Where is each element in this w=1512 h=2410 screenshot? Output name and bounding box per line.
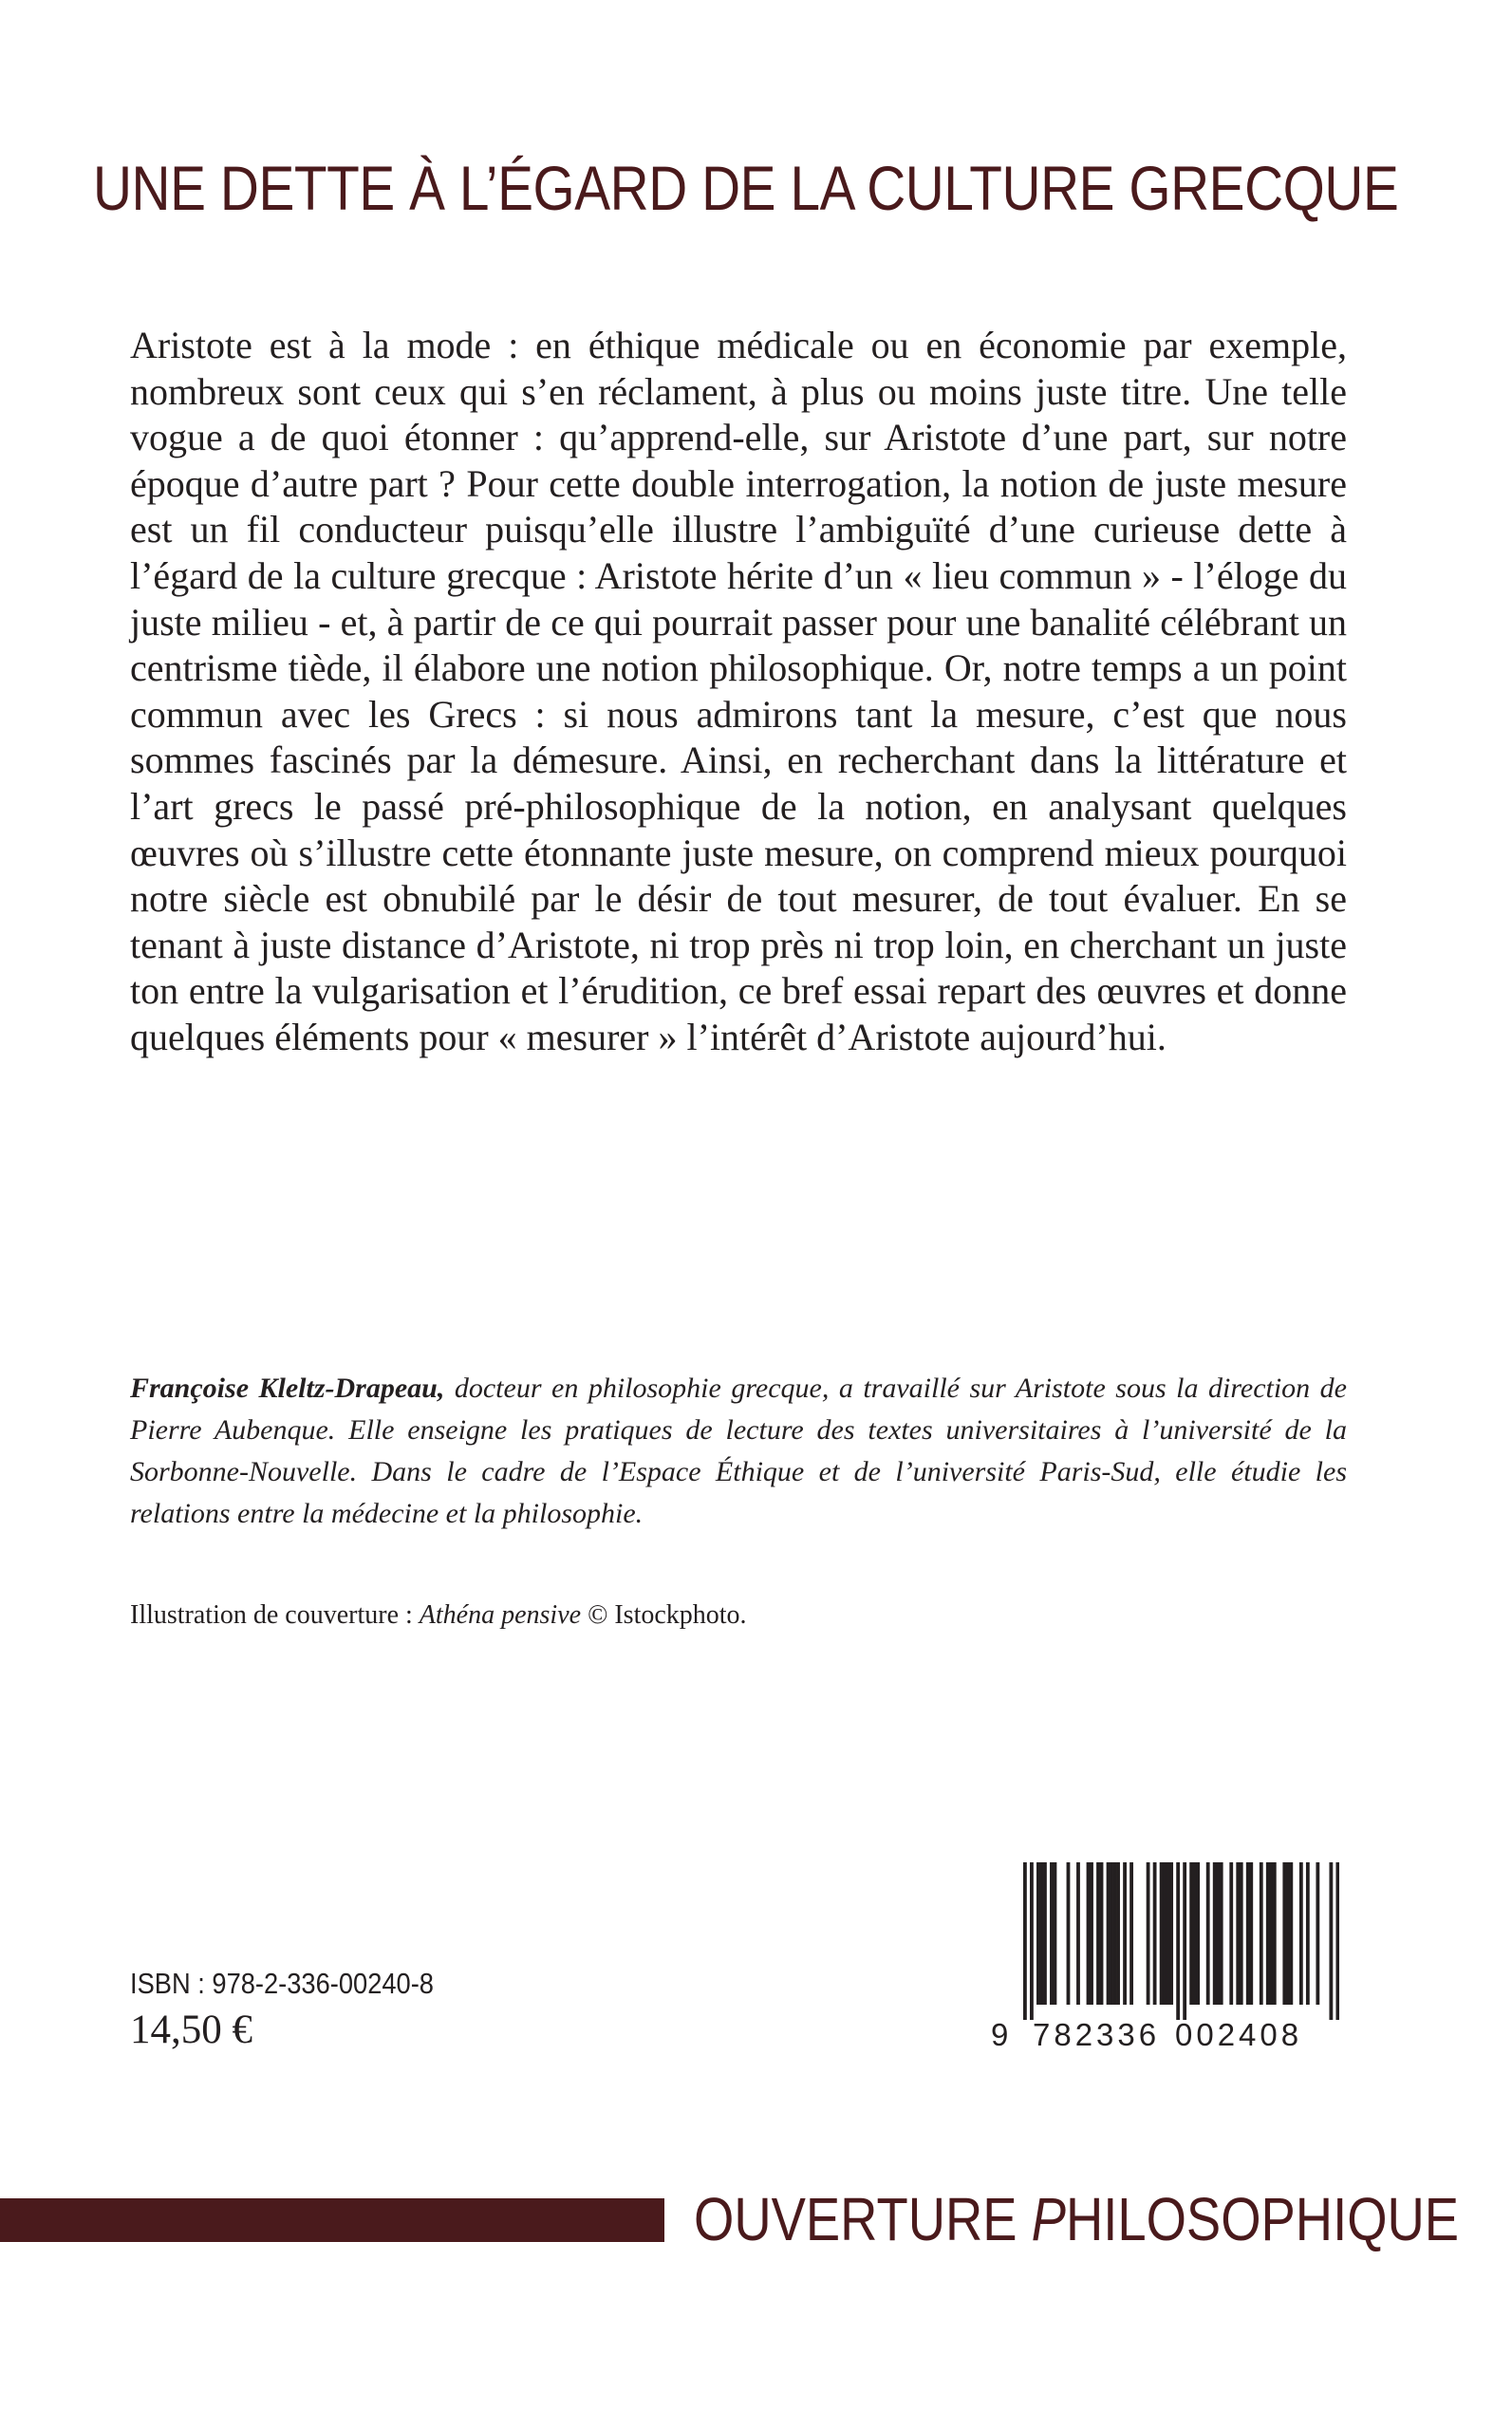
barcode-bar bbox=[1229, 1862, 1233, 2005]
barcode-bar bbox=[1040, 1862, 1044, 2005]
barcode-bar bbox=[1054, 1862, 1057, 2005]
barcode-bar bbox=[1335, 1862, 1339, 2020]
barcode-bar bbox=[1266, 1862, 1270, 2005]
barcode-bar bbox=[1169, 1862, 1173, 2005]
barcode-first-digit: 9 bbox=[991, 2017, 1011, 2052]
barcode-bar bbox=[1183, 1862, 1186, 2020]
cover-title: UNE DETTE À L’ÉGARD DE LA CULTURE GRECQUE bbox=[93, 153, 1399, 223]
barcode-bar bbox=[1282, 1862, 1286, 2005]
barcode-bar bbox=[1067, 1862, 1071, 2005]
barcode-bar bbox=[1269, 1862, 1273, 2005]
barcode-bar bbox=[1036, 1862, 1040, 2005]
credit-label: Illustration de couverture : bbox=[130, 1600, 420, 1630]
barcode-bar bbox=[1329, 1862, 1333, 2020]
barcode-bar bbox=[1206, 1862, 1210, 2005]
barcode-bar bbox=[1299, 1862, 1303, 2005]
barcode-bars-icon bbox=[1023, 1862, 1339, 2020]
barcode-bar bbox=[1193, 1862, 1197, 2005]
barcode-bar bbox=[1043, 1862, 1047, 2005]
credit-work: Athéna pensive bbox=[419, 1600, 582, 1630]
barcode-bar bbox=[1167, 1862, 1170, 2005]
series-name-part1: OUVERTURE bbox=[694, 2185, 1032, 2253]
barcode-bar bbox=[1240, 1862, 1243, 2005]
author-name: Françoise Kleltz-Drapeau, bbox=[130, 1373, 445, 1404]
barcode-bar bbox=[1123, 1862, 1127, 2005]
series-name-part2: HILOSOPHIQUE bbox=[1065, 2185, 1460, 2253]
barcode-bar bbox=[1216, 1862, 1220, 2005]
barcode-bar bbox=[1110, 1862, 1113, 2005]
barcode-bar bbox=[1100, 1862, 1104, 2005]
isbn-number: ISBN : 978-2-336-00240-8 bbox=[130, 1967, 434, 2000]
barcode-bar bbox=[1153, 1862, 1157, 2005]
barcode-bar bbox=[1273, 1862, 1277, 2005]
barcode-bar bbox=[1213, 1862, 1217, 2005]
barcode-bar bbox=[1176, 1862, 1180, 2020]
barcode-left-group: 782336 bbox=[1033, 2017, 1161, 2052]
series-name bbox=[694, 2183, 1459, 2255]
barcode-bar bbox=[1236, 1862, 1240, 2005]
barcode-bar bbox=[1147, 1862, 1150, 2005]
barcode bbox=[978, 1862, 1346, 2054]
barcode-bar bbox=[1129, 1862, 1133, 2005]
barcode-bar bbox=[1196, 1862, 1200, 2005]
barcode-bar bbox=[1116, 1862, 1120, 2005]
barcode-bar bbox=[1076, 1862, 1080, 2005]
barcode-bar bbox=[1087, 1862, 1091, 2005]
barcode-bar bbox=[1220, 1862, 1223, 2005]
barcode-bar bbox=[1246, 1862, 1250, 2005]
barcode-bar bbox=[1249, 1862, 1253, 2005]
barcode-bar bbox=[1286, 1862, 1290, 2005]
barcode-bar bbox=[1316, 1862, 1319, 2005]
barcode-bar bbox=[1107, 1862, 1111, 2005]
author-bio-text: docteur en philosophie grecque, a travaillé sur Aristote sous la direction de Pierre Aubenque. Elle enseigne les pratiques de lecture des textes universitaires à l’université de la Sorbonne-Nouvelle. Dans le cadre de l’Espace Éthique et de l’université Paris-Sud, elle étudie les relations entre la médecine et la philosophie. bbox=[130, 1373, 1347, 1529]
barcode-bar bbox=[1260, 1862, 1263, 2005]
barcode-bar bbox=[1096, 1862, 1100, 2005]
barcode-bar bbox=[1023, 1862, 1027, 2020]
barcode-bar bbox=[1160, 1862, 1164, 2005]
credit-rights: © Istockphoto. bbox=[581, 1600, 747, 1630]
barcode-right-group: 002408 bbox=[1175, 2017, 1303, 2052]
barcode-bar bbox=[1163, 1862, 1167, 2005]
barcode-bar bbox=[1030, 1862, 1034, 2020]
price: 14,50 € bbox=[130, 2008, 252, 2052]
barcode-bar bbox=[1289, 1862, 1293, 2005]
illustration-credit bbox=[130, 1598, 747, 1633]
barcode-bar bbox=[1113, 1862, 1117, 2005]
series-name-p: P bbox=[1031, 2185, 1066, 2253]
barcode-bar bbox=[1050, 1862, 1054, 2005]
barcode-bar bbox=[1306, 1862, 1310, 2005]
author-bio bbox=[130, 1368, 1347, 1535]
barcode-bar bbox=[1090, 1862, 1093, 2005]
series-color-bar bbox=[0, 2198, 664, 2242]
barcode-bar bbox=[1189, 1862, 1193, 2005]
book-summary: Aristote est à la mode : en éthique médicale ou en économie par exemple, nombreux sont ceux qui s’en réclament, à plus ou moins juste titre. Une telle vogue a de quoi étonner : qu’apprend-elle, sur Aristote d’une part, sur notre époque d’autre part ? Pour cette double interrogation, la notion de juste mesure est un fil conducteur puisqu’elle illustre l’ambiguïté d’une curieuse dette à l’égard de la culture grecque : Aristote hérite d’un « lieu commun » - l’éloge du juste milieu - et, à partir de ce qui pourrait passer pour une banalité célébrant un centrisme tiède, il élabore une notion philosophique. Or, notre temps a un point commun avec les Grecs : si nous admirons tant la mesure, c’est que nous sommes fascinés par la démesure. Ainsi, en recherchant dans la littérature et l’art grecs le passé pré-philosophique de la notion, en analysant quelques œuvres où s’illustre cette étonnante juste mesure, on comprend mieux pourquoi notre siècle est obnubilé par le désir de tout mesurer, de tout évaluer. En se tenant à juste distance d’Aristote, ni trop près ni trop loin, en cherchant un juste ton entre la vulgarisation et l’érudition, ce bref essai repart des œuvres et donne quelques éléments pour « mesurer » l’intérêt d’Aristote aujourd’hui. bbox=[130, 324, 1347, 1058]
